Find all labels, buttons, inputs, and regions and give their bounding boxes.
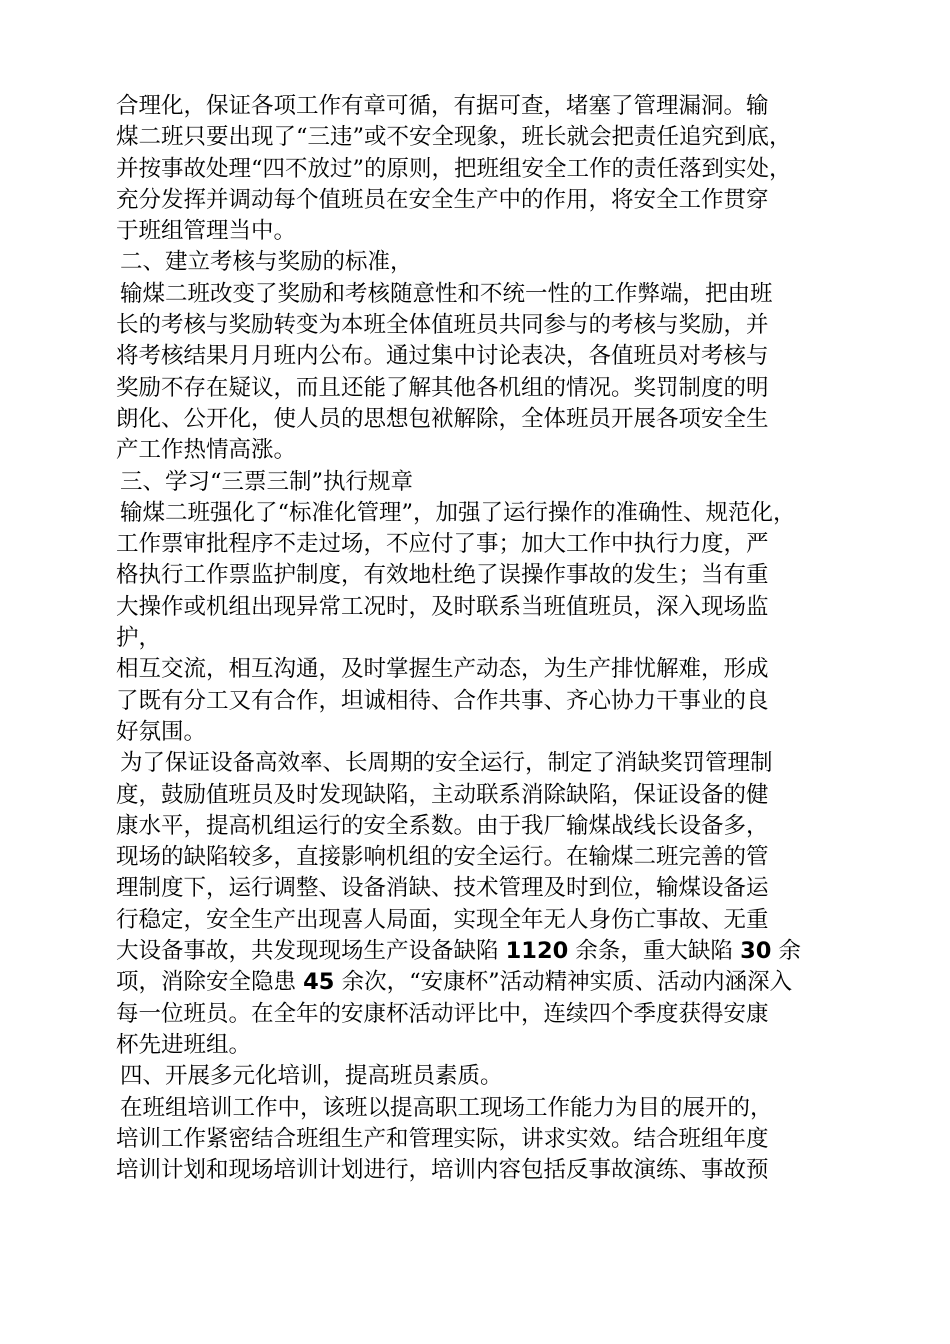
stats-text: 余 [771, 938, 802, 965]
text-line: 煤二班只要出现了“三违”或不安全现象，班长就会把责任追究到底， [116, 124, 792, 151]
text-line: 工作票审批程序不走过场，不应付了事；加大工作中执行力度，严 [116, 531, 769, 558]
text-line: 每一位班员。在全年的安康杯活动评比中，连续四个季度获得安康 [116, 1000, 769, 1027]
text-line: 格执行工作票监护制度，有效地杜绝了误操作事故的发生；当有重 [116, 562, 769, 589]
stats-line-defects [116, 936, 846, 967]
text-line: 于班组管理当中。 [116, 218, 297, 245]
stats-text: 项，消除安全隐患 [116, 969, 304, 996]
text-line: 奖励不存在疑议，而且还能了解其他各机组的情况。奖罚制度的明 [116, 374, 769, 401]
stats-line-hazards [116, 967, 846, 998]
text-line: 输煤二班强化了“标准化管理”，加强了运行操作的准确性、规范化， [120, 499, 796, 526]
text-line: 度，鼓励值班员及时发现缺陷，主动联系消除缺陷，保证设备的健 [116, 781, 769, 808]
stats-text: 余条，重大缺陷 [568, 938, 741, 965]
text-line: 理制度下，运行调整、设备消缺、技术管理及时到位，输煤设备运 [116, 875, 769, 902]
text-line: 现场的缺陷较多，直接影响机组的安全运行。在输煤二班完善的管 [116, 844, 769, 871]
defect-count: 1120 [505, 938, 569, 965]
major-defect-count: 30 [740, 938, 772, 965]
stats-text: 大设备事故，共发现现场生产设备缺陷 [116, 938, 506, 965]
text-line: 合理化，保证各项工作有章可循，有据可查，堵塞了管理漏洞。输 [116, 93, 769, 119]
section-heading-4: 四、开展多元化培训，提高班员素质。 [120, 1063, 503, 1090]
text-line: 产工作热情高涨。 [116, 437, 297, 464]
text-line: 将考核结果月月班内公布。通过集中讨论表决，各值班员对考核与 [116, 343, 769, 370]
text-line: 朗化、公开化，使人员的思想包袱解除，全体班员开展各项安全生 [116, 405, 769, 432]
text-line: 好氛围。 [116, 718, 207, 745]
document-body [116, 91, 846, 1186]
text-line: 为了保证设备高效率、长周期的安全运行，制定了消缺奖罚管理制 [120, 750, 773, 777]
text-line: 护， [116, 625, 162, 652]
text-line: 行稳定，安全生产出现喜人局面，实现全年无人身伤亡事故、无重 [116, 906, 769, 933]
text-line: 输煤二班改变了奖励和考核随意性和不统一性的工作弊端，把由班 [120, 280, 773, 307]
text-line: 相互交流，相互沟通，及时掌握生产动态，为生产排忧解难，形成 [116, 656, 769, 683]
text-line: 康水平，提高机组运行的安全系数。由于我厂输煤战线长设备多， [116, 812, 769, 839]
text-line: 长的考核与奖励转变为本班全体值班员共同参与的考核与奖励，并 [116, 312, 769, 339]
text-line: 充分发挥并调动每个值班员在安全生产中的作用，将安全工作贯穿 [116, 186, 769, 213]
stats-text: 余次，“安康杯”活动精神实质、活动内涵深入 [334, 969, 793, 996]
text-line: 培训计划和现场培训计划进行，培训内容包括反事故演练、事故预 [116, 1157, 769, 1184]
text-line: 在班组培训工作中，该班以提高职工现场工作能力为目的展开的， [120, 1094, 773, 1121]
text-line: 培训工作紧密结合班组生产和管理实际，讲求实效。结合班组年度 [116, 1125, 769, 1152]
text-line: 并按事故处理“四不放过”的原则，把班组安全工作的责任落到实处， [116, 155, 792, 182]
section-heading-2: 二、建立考核与奖励的标准， [120, 249, 413, 276]
text-line: 大操作或机组出现异常工况时，及时联系当班值班员，深入现场监 [116, 593, 769, 620]
text-line: 了既有分工又有合作，坦诚相待、合作共事、齐心协力干事业的良 [116, 687, 769, 714]
hazard-count: 45 [303, 969, 335, 996]
section-heading-3: 三、学习“三票三制”执行规章 [120, 468, 414, 495]
text-line: 杯先进班组。 [116, 1031, 252, 1058]
